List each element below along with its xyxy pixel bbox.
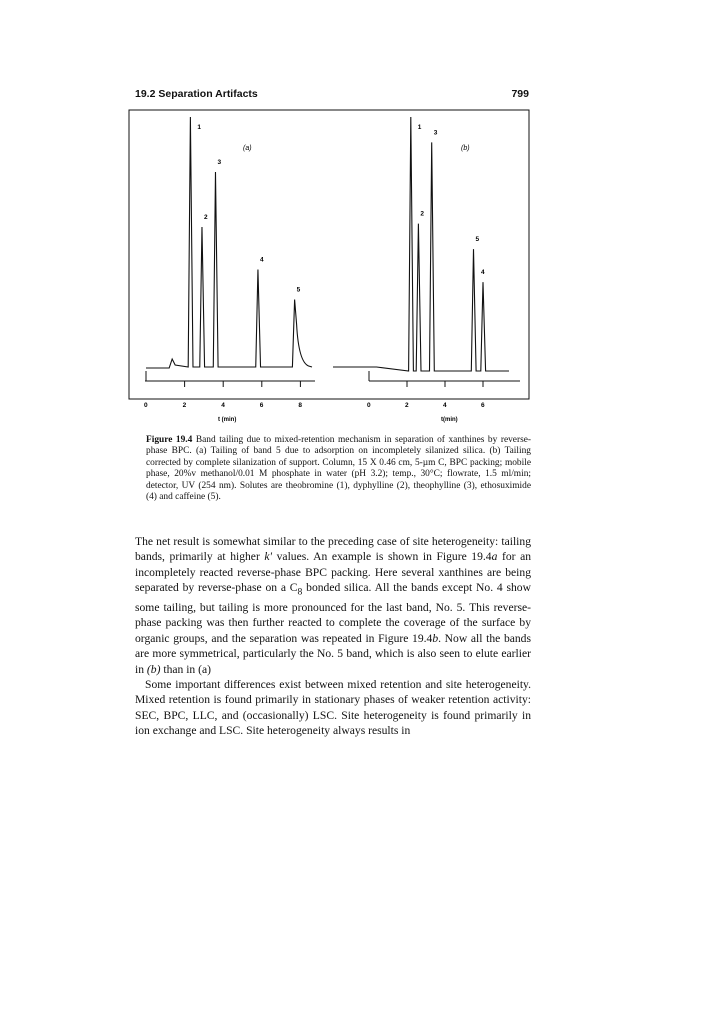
chromatogram-panel-a (144, 117, 315, 423)
peak-label: 3 (217, 159, 222, 166)
p1-segment: . Now all the bands are more symmetrical, particularly the No. 5 band, which is also seen to elute earlier in (135, 631, 531, 676)
tick-label: 0 (367, 402, 371, 409)
figure-caption (146, 435, 531, 503)
tick-label: 2 (405, 402, 409, 409)
peak-label: 4 (481, 269, 485, 277)
p1-subscript: 8 (297, 586, 303, 598)
panel-label-a: (a) (243, 145, 252, 152)
p1-segment: The net result is somewhat similar to the preceding case of site heterogeneity: tailing bands, primarily at higher (135, 535, 531, 564)
page-number: 799 (511, 88, 529, 100)
chromatogram-trace-a (146, 117, 312, 368)
peak-label: 3 (433, 129, 438, 137)
tick-label: 6 (481, 402, 485, 409)
x-axis-label-b: t(min) (441, 417, 458, 423)
panel-label-b: (b) (461, 145, 470, 152)
chromatogram-figure (0, 0, 723, 470)
tick-label: 6 (259, 402, 264, 409)
peak-label: 2 (203, 214, 208, 221)
tick-marks-b (367, 371, 485, 409)
tick-label: 4 (443, 402, 447, 409)
body-text (135, 534, 531, 739)
chromatogram-trace-b (333, 117, 509, 371)
p1-segment: for an incompletely reacted reverse-phase BPC packing. Here several xanthines are being separated by reverse-phase on a C (135, 550, 532, 595)
p1-segment: bonded silica. All the bands except No. 4 show some tailing, but tailing is more pronounced for the last band, No. 5. This reverse-phase packing was then further reacted to complete the coverage of the surface by organic groups, and the separation was repeated in Figure 19.4 (135, 581, 531, 645)
section-title: 19.2 Separation Artifacts (135, 88, 258, 100)
p1-segment: than in (a) (160, 662, 211, 676)
peak-label: 5 (296, 286, 301, 294)
chromatogram-panel-b (333, 117, 520, 423)
peak-label: 1 (417, 124, 422, 131)
peak-label: 1 (197, 124, 202, 131)
caption-text: Band tailing due to mixed-retention mechanism in separation of xanthines by reverse-phase BPC. (a) Tailing of band 5 due to adsorption on incompletely silanized silica. (b) Tailing corrected by complete silanization of support. Column, 15 X 0.46 cm, 5-µm C, BPC packing; mobile phase, 20%v methanol/0.01 M phosphate in water (pH 3.2); temp., 30°C; flowrate, 1.5 ml/min; detector, UV (254 nm). Solutes are theobromine (1), dyphylline (2), theophylline (3), ethosuximide (4) and caffeine (5). (146, 435, 532, 503)
x-axis-label-a: t (min) (218, 417, 237, 423)
paragraph-2: Some important differences exist between mixed retention and site heterogeneity. Mixed retention is found primarily in stationary phases of weaker retention activity: SEC, BPC, LLC, and (occasionally) LSC. Site heterogeneity is found primarily in ion exchange and LSC. Site heterogeneity always results in (135, 677, 531, 738)
peak-label: 5 (475, 236, 480, 244)
p1-kprime: k' (264, 550, 273, 564)
paragraph-1 (135, 534, 531, 677)
tick-label: 2 (182, 402, 187, 409)
p1-figure-ref-b: b (432, 631, 439, 645)
p1-italic-b: (b) (146, 662, 161, 676)
peak-label: 2 (420, 210, 425, 218)
tick-label: 4 (221, 402, 225, 409)
p1-segment: values. An example is shown in Figure 19.4 (272, 550, 492, 564)
tick-marks-a (144, 371, 302, 409)
tick-label: 8 (298, 402, 303, 409)
p1-figure-ref-a: a (491, 550, 498, 564)
caption-label: Figure 19.4 (146, 435, 193, 445)
peak-label: 4 (259, 256, 264, 264)
tick-label: 0 (144, 402, 148, 409)
peak-labels-b (418, 124, 485, 276)
